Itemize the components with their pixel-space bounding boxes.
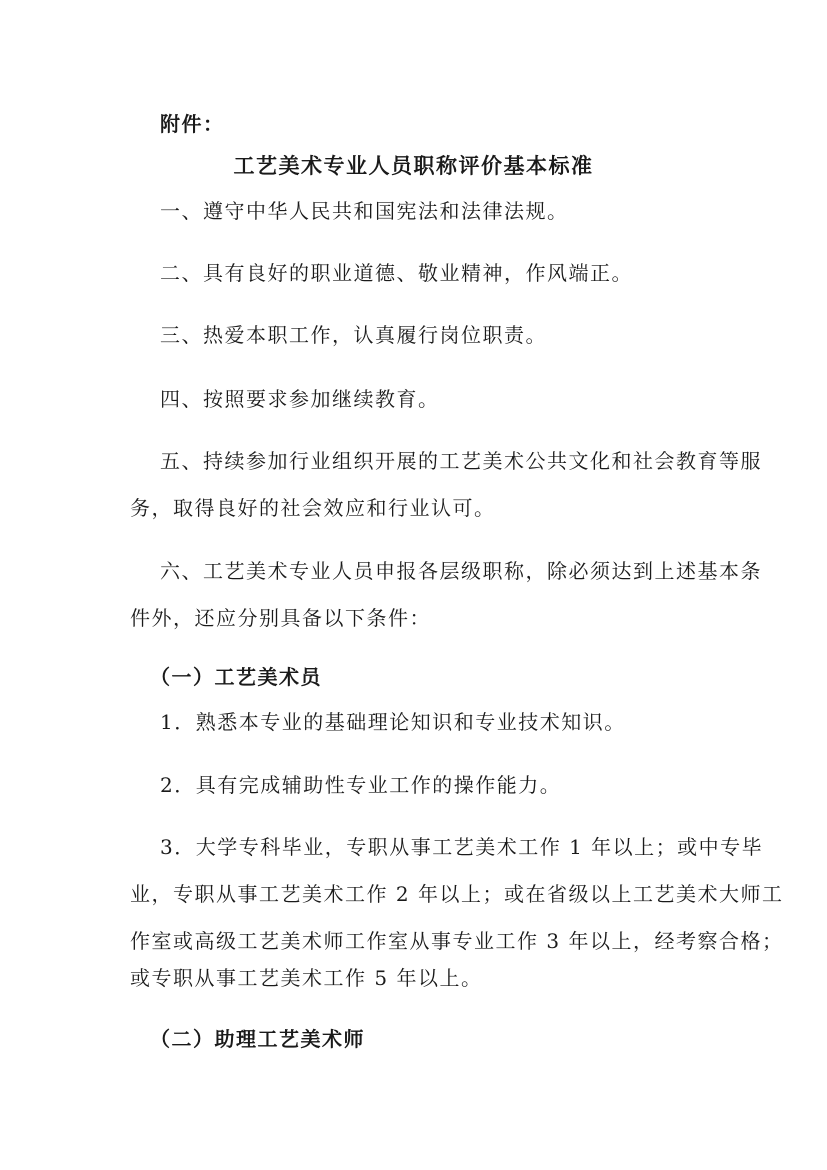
section-1-heading: （一）工艺美术员 <box>150 665 322 689</box>
section-1-point-2: 2．具有完成辅助性专业工作的操作能力。 <box>160 773 562 797</box>
item-1: 一、遵守中华人民共和国宪法和法律法规。 <box>160 199 569 223</box>
section-1-point-3-line-4: 或专职从事工艺美术工作 5 年以上。 <box>130 966 483 990</box>
item-2: 二、具有良好的职业道德、敬业精神，作风端正。 <box>160 261 633 285</box>
item-6-line-2: 件外，还应分别具备以下条件： <box>130 606 431 630</box>
item-5-line-2: 务，取得良好的社会效应和行业认可。 <box>130 496 496 520</box>
item-6-line-1: 六、工艺美术专业人员申报各层级职称，除必须达到上述基本条 <box>160 559 762 583</box>
section-1-point-3-line-1: 3．大学专科毕业，专职从事工艺美术工作 1 年以上；或中专毕 <box>160 835 764 859</box>
attachment-label: 附件： <box>160 112 225 136</box>
item-3: 三、热爱本职工作，认真履行岗位职责。 <box>160 323 547 347</box>
section-1-point-3-line-2: 业，专职从事工艺美术工作 2 年以上；或在省级以上工艺美术大师工 <box>130 882 784 906</box>
item-4: 四、按照要求参加继续教育。 <box>160 387 440 411</box>
section-1-point-1: 1．熟悉本专业的基础理论知识和专业技术知识。 <box>160 710 626 734</box>
item-5-line-1: 五、持续参加行业组织开展的工艺美术公共文化和社会教育等服 <box>160 449 762 473</box>
section-2-heading: （二）助理工艺美术师 <box>150 1027 365 1051</box>
document-title: 工艺美术专业人员职称评价基本标准 <box>233 153 594 178</box>
section-1-point-3-line-3: 作室或高级工艺美术师工作室从事专业工作 3 年以上，经考察合格； <box>130 929 784 953</box>
